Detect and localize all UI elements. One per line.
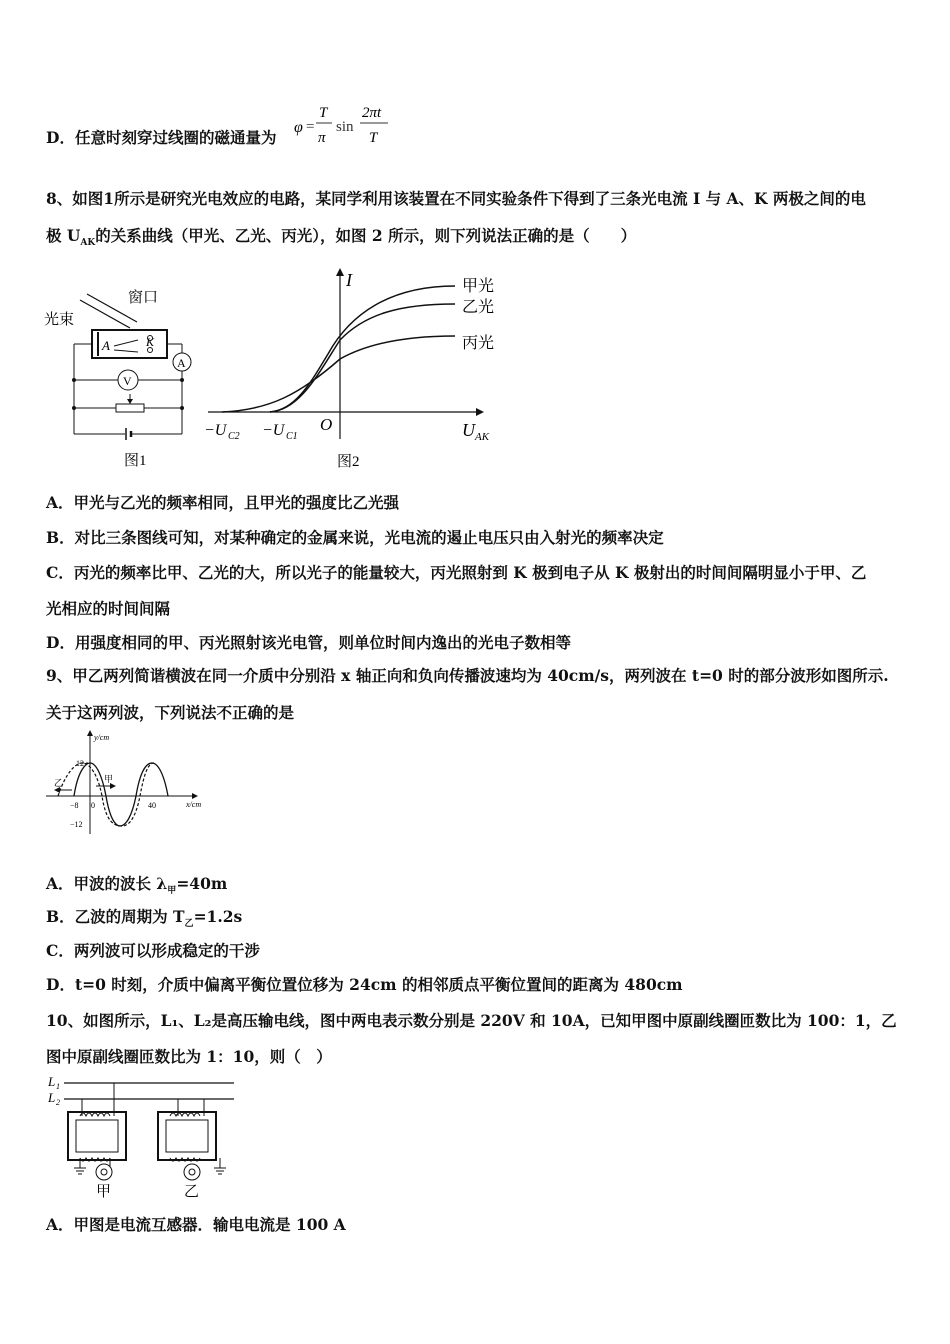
q9-label-yi: 乙 xyxy=(54,778,64,788)
q10-l2-label: L xyxy=(48,1090,56,1105)
fig2-y-label: I xyxy=(346,270,352,290)
fig1-cathode-label: K xyxy=(146,335,155,349)
q8-uak-label: 极 U xyxy=(46,226,81,245)
fig2-uc2-sub: C2 xyxy=(228,431,240,442)
q9-x-neg8: −8 xyxy=(70,801,79,810)
q10-transformer-figure xyxy=(44,1072,244,1200)
q9-label-jia: 甲 xyxy=(104,774,114,784)
q9-option-b-prefix: B．乙波的周期为 T xyxy=(46,907,185,926)
q10-transformer-jia xyxy=(68,1083,126,1200)
fig2-x-label-sub: AK xyxy=(475,431,490,443)
q8-figure2-iv-curves xyxy=(200,264,520,476)
q9-stem-line1: 9、甲乙两列简谐横波在同一介质中分别沿 x 轴正向和负向传播波速均为 40cm/s，两列波在 t=0 时的部分波形如图所示. xyxy=(46,666,889,685)
formula-pi: π xyxy=(318,130,326,146)
q7-option-d xyxy=(46,126,276,148)
q10-l2-sub: 2 xyxy=(56,1098,60,1107)
fig1-beam-label: 光束 xyxy=(44,312,75,328)
fig1-window-label: 窗口 xyxy=(128,290,159,306)
q9-option-b-sub: 乙 xyxy=(184,919,194,930)
q9-x0: 0 xyxy=(91,801,95,810)
fig2-uc2: −U xyxy=(204,422,227,439)
fig1-voltmeter-label: V xyxy=(123,374,132,388)
q9-option-a-sub: 甲 xyxy=(167,886,177,897)
q8-option-b[interactable]: B．对比三条图线可知，对某种确定的金属来说，光电流的遏止电压只由入射光的频率决定 xyxy=(46,528,664,547)
fig2-legend-bing: 丙光 xyxy=(462,335,495,352)
fig2-uc1: −U xyxy=(262,422,285,439)
q9-option-b-suffix: =1.2s xyxy=(193,907,243,926)
q8-stem-line2 xyxy=(46,224,636,248)
q8-option-c-line1[interactable]: C．丙光的频率比甲、乙光的大，所以光子的能量较大，丙光照射到 K 极到电子从 K 极射出的时间间隔明显小于甲、乙 xyxy=(46,563,867,582)
q8-option-a[interactable]: A．甲光与乙光的频率相同，且甲光的强度比乙光强 xyxy=(46,493,400,512)
q9-x40: 40 xyxy=(148,801,156,810)
fig2-origin: O xyxy=(320,415,333,434)
q10-l1-sub: 1 xyxy=(56,1082,60,1091)
q9-option-a-prefix: A．甲波的波长 λ xyxy=(46,874,168,893)
q10-l1-label: L xyxy=(48,1074,56,1089)
q10-label-yi: 乙 xyxy=(184,1184,200,1200)
fig2-legend-jia: 甲光 xyxy=(462,278,495,295)
q8-option-d[interactable]: D．用强度相同的甲、丙光照射该光电管，则单位时间内逸出的光电子数相等 xyxy=(46,633,571,652)
fig2-caption: 图2 xyxy=(337,454,360,470)
curve-bing xyxy=(222,336,455,412)
q9-y-neg: −12 xyxy=(70,820,83,829)
q8-stem-suffix: 的关系曲线（甲光、乙光、丙光），如图 2 所示，则下列说法正确的是（ ） xyxy=(95,226,637,245)
q8-uak-sub: AK xyxy=(80,238,96,249)
q10-stem-line1: 10、如图所示，L₁、L₂是高压输电线，图中两电表示数分别是 220V 和 10A，已知甲图中原副线圈匝数比为 100：1，乙 xyxy=(46,1011,897,1030)
q9-option-b[interactable] xyxy=(46,905,242,929)
q9-wave-jia xyxy=(74,763,168,826)
q9-option-a[interactable] xyxy=(46,872,227,896)
fig1-rheostat xyxy=(116,404,144,412)
formula-den2: T xyxy=(369,130,378,146)
q9-option-c[interactable]: C．两列波可以形成稳定的干涉 xyxy=(46,941,260,960)
q10-transformer-yi xyxy=(158,1099,226,1200)
q9-wave-figure xyxy=(44,730,219,840)
q10-stem-line2: 图中原副线圈匝数比为 1：10，则（ ） xyxy=(46,1047,332,1066)
formula-num2: 2πt xyxy=(362,105,382,121)
q9-y-pos: 12 xyxy=(76,759,84,768)
fig1-ammeter-label: A xyxy=(177,356,186,370)
q9-x-label: x/cm xyxy=(186,800,202,809)
q9-option-d[interactable]: D．t=0 时刻，介质中偏离平衡位置位移为 24cm 的相邻质点平衡位置间的距离为 480cm xyxy=(46,975,683,994)
formula-t-num: T xyxy=(319,105,328,121)
q8-stem-line1: 8、如图1所示是研究光电效应的电路，某同学利用该装置在不同实验条件下得到了三条光电流 I 与 A、K 两极之间的电 xyxy=(46,189,866,208)
fig2-uc1-sub: C1 xyxy=(286,431,298,442)
fig1-anode-label: A xyxy=(102,338,110,353)
q10-option-a[interactable]: A．甲图是电流互感器．输电电流是 100 A xyxy=(46,1215,346,1234)
q8-option-c-line2[interactable]: 光相应的时间间隔 xyxy=(46,599,171,618)
formula-sin: sin xyxy=(336,119,354,135)
q7-option-d-text: D．任意时刻穿过线圈的磁通量为 xyxy=(46,128,277,147)
q9-stem-line2: 关于这两列波，下列说法不正确的是 xyxy=(46,703,295,722)
q7-flux-formula xyxy=(292,100,402,152)
fig1-caption: 图1 xyxy=(124,453,147,469)
curve-yi xyxy=(270,304,455,412)
fig2-legend-yi: 乙光 xyxy=(462,299,495,316)
q9-y-label: y/cm xyxy=(94,733,110,742)
fig2-x-label: U xyxy=(462,420,475,440)
q9-option-a-suffix: =40m xyxy=(176,874,228,893)
q8-figure1-circuit xyxy=(42,282,202,472)
formula-eq: = xyxy=(306,119,315,135)
formula-phi: φ xyxy=(294,119,303,136)
q10-label-jia: 甲 xyxy=(96,1184,112,1200)
